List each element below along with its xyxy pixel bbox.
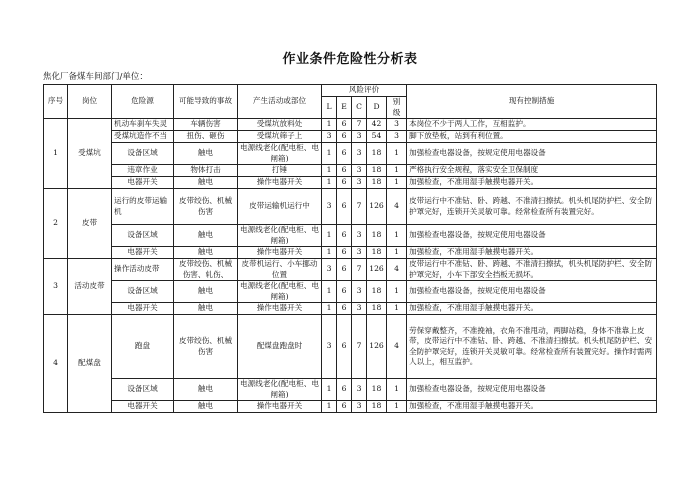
table-row bbox=[44, 379, 657, 401]
measure-cell: 加强检查电器设备，按规定使用电器设备 bbox=[407, 143, 657, 165]
C-cell: 3 bbox=[352, 165, 367, 177]
activity-cell: 配煤盘跑盘时 bbox=[238, 315, 322, 379]
hazard-cell: 运行的皮带运输机 bbox=[112, 189, 174, 225]
accident-cell: 触电 bbox=[174, 177, 238, 189]
header-L: L bbox=[322, 97, 337, 119]
table-row bbox=[44, 401, 657, 413]
C-cell: 3 bbox=[352, 379, 367, 401]
L-cell: 1 bbox=[322, 247, 337, 259]
hazard-cell: 机动车刹车失灵 bbox=[112, 119, 174, 131]
table-row bbox=[44, 303, 657, 315]
activity-cell: 打锤 bbox=[238, 165, 322, 177]
level-cell: 4 bbox=[387, 259, 407, 281]
measure-cell: 加强检查，不准用湿手触摸电器开关。 bbox=[407, 401, 657, 413]
C-cell: 3 bbox=[352, 281, 367, 303]
table-row bbox=[44, 225, 657, 247]
level-cell: 1 bbox=[387, 165, 407, 177]
activity-cell: 受煤坑筛子上 bbox=[238, 131, 322, 143]
D-cell: 18 bbox=[367, 401, 387, 413]
accident-cell: 触电 bbox=[174, 379, 238, 401]
table-row bbox=[44, 165, 657, 177]
D-cell: 18 bbox=[367, 247, 387, 259]
measure-cell: 脚下放垫板，站到有利位置。 bbox=[407, 131, 657, 143]
table-row bbox=[44, 143, 657, 165]
L-cell: 3 bbox=[322, 259, 337, 281]
header-C: C bbox=[352, 97, 367, 119]
D-cell: 126 bbox=[367, 315, 387, 379]
E-cell: 6 bbox=[337, 379, 352, 401]
measure-cell: 加强检查电器设备，按规定使用电器设备 bbox=[407, 225, 657, 247]
level-cell: 3 bbox=[387, 131, 407, 143]
measure-cell: 加强检查，不准用湿手触摸电器开关。 bbox=[407, 303, 657, 315]
activity-cell: 电源线老化(配电柜、电闸箱) bbox=[238, 379, 322, 401]
D-cell: 18 bbox=[367, 165, 387, 177]
hazard-cell: 设备区域 bbox=[112, 281, 174, 303]
measure-cell: 加强检查，不准用湿手触摸电器开关。 bbox=[407, 247, 657, 259]
activity-cell: 电源线老化(配电柜、电闸箱) bbox=[238, 281, 322, 303]
L-cell: 1 bbox=[322, 401, 337, 413]
seq-cell: 4 bbox=[44, 315, 68, 413]
header-level-b: 级 bbox=[392, 107, 401, 117]
measure-cell: 本岗位不少于两人工作，互相监护。 bbox=[407, 119, 657, 131]
measure-cell: 加强检查电器设备，按规定使用电器设备 bbox=[407, 379, 657, 401]
E-cell: 6 bbox=[337, 119, 352, 131]
E-cell: 6 bbox=[337, 165, 352, 177]
accident-cell: 触电 bbox=[174, 401, 238, 413]
seq-cell: 1 bbox=[44, 119, 68, 189]
level-cell: 1 bbox=[387, 177, 407, 189]
level-cell: 1 bbox=[387, 303, 407, 315]
L-cell: 1 bbox=[322, 143, 337, 165]
hazard-cell: 违章作业 bbox=[112, 165, 174, 177]
D-cell: 42 bbox=[367, 119, 387, 131]
activity-cell: 皮带运输机运行中 bbox=[238, 189, 322, 225]
C-cell: 3 bbox=[352, 177, 367, 189]
E-cell: 6 bbox=[337, 143, 352, 165]
C-cell: 3 bbox=[352, 143, 367, 165]
D-cell: 18 bbox=[367, 379, 387, 401]
L-cell: 1 bbox=[322, 281, 337, 303]
hazard-cell: 受煤坑造作不当 bbox=[112, 131, 174, 143]
L-cell: 1 bbox=[322, 119, 337, 131]
accident-cell: 触电 bbox=[174, 247, 238, 259]
hazard-cell: 电器开关 bbox=[112, 247, 174, 259]
table-row bbox=[44, 189, 657, 225]
department-label: 焦化厂备煤车间部门/单位： bbox=[43, 72, 148, 82]
L-cell: 3 bbox=[322, 189, 337, 225]
table-row bbox=[44, 281, 657, 303]
hazard-cell: 操作活动皮带 bbox=[112, 259, 174, 281]
accident-cell: 触电 bbox=[174, 281, 238, 303]
level-cell: 4 bbox=[387, 315, 407, 379]
measure-cell: 加强检查，不准用湿手触摸电器开关。 bbox=[407, 177, 657, 189]
L-cell: 1 bbox=[322, 225, 337, 247]
D-cell: 18 bbox=[367, 303, 387, 315]
D-cell: 18 bbox=[367, 143, 387, 165]
level-cell: 1 bbox=[387, 143, 407, 165]
L-cell: 1 bbox=[322, 177, 337, 189]
C-cell: 3 bbox=[352, 131, 367, 143]
table-row bbox=[44, 131, 657, 143]
level-cell: 1 bbox=[387, 379, 407, 401]
measure-cell: 加强检查电器设备，按规定使用电器设备 bbox=[407, 281, 657, 303]
D-cell: 54 bbox=[367, 131, 387, 143]
D-cell: 18 bbox=[367, 177, 387, 189]
L-cell: 1 bbox=[322, 165, 337, 177]
header-seq: 序号 bbox=[44, 85, 68, 119]
C-cell: 7 bbox=[352, 259, 367, 281]
L-cell: 1 bbox=[322, 303, 337, 315]
header-measures: 现有控制措施 bbox=[407, 85, 657, 119]
table-body bbox=[44, 119, 657, 413]
E-cell: 6 bbox=[337, 247, 352, 259]
E-cell: 6 bbox=[337, 259, 352, 281]
header-D: D bbox=[367, 97, 387, 119]
activity-cell: 皮带机运行、小车挪动位置 bbox=[238, 259, 322, 281]
L-cell: 3 bbox=[322, 315, 337, 379]
measure-cell: 皮带运行中不准钻、卧、跨越、不准清扫擦拭。机头机尾防护栏、安全防护罩完好，连锁开关灵敏可靠。经常检查所有装置完好。 bbox=[407, 189, 657, 225]
E-cell: 6 bbox=[337, 315, 352, 379]
D-cell: 18 bbox=[367, 281, 387, 303]
accident-cell: 扭伤、砸伤 bbox=[174, 131, 238, 143]
C-cell: 3 bbox=[352, 225, 367, 247]
C-cell: 3 bbox=[352, 401, 367, 413]
measure-cell: 皮带运行中不准钻、卧、跨越、不准清扫擦拭，机头机尾防护栏、安全防护罩完好，小车下部安全挡板无损坏。 bbox=[407, 259, 657, 281]
accident-cell: 车辆伤害 bbox=[174, 119, 238, 131]
hazard-cell: 电器开关 bbox=[112, 401, 174, 413]
C-cell: 7 bbox=[352, 189, 367, 225]
E-cell: 6 bbox=[337, 281, 352, 303]
header-level bbox=[387, 97, 407, 119]
seq-cell: 2 bbox=[44, 189, 68, 259]
accident-cell: 物体打击 bbox=[174, 165, 238, 177]
page-title: 作业条件危险性分析表 bbox=[282, 52, 418, 67]
C-cell: 3 bbox=[352, 247, 367, 259]
table-row bbox=[44, 259, 657, 281]
accident-cell: 皮带绞伤、机械伤害 bbox=[174, 315, 238, 379]
E-cell: 6 bbox=[337, 189, 352, 225]
L-cell: 1 bbox=[322, 379, 337, 401]
level-cell: 1 bbox=[387, 225, 407, 247]
post-cell: 受煤坑 bbox=[68, 119, 112, 189]
activity-cell: 操作电器开关 bbox=[238, 401, 322, 413]
hazard-cell: 电器开关 bbox=[112, 177, 174, 189]
E-cell: 6 bbox=[337, 401, 352, 413]
C-cell: 7 bbox=[352, 315, 367, 379]
header-risk: 风险评价 bbox=[322, 85, 407, 97]
E-cell: 6 bbox=[337, 303, 352, 315]
hazard-cell: 电器开关 bbox=[112, 303, 174, 315]
table-row bbox=[44, 315, 657, 379]
header-hazard: 危险源 bbox=[112, 85, 174, 119]
E-cell: 6 bbox=[337, 177, 352, 189]
accident-cell: 触电 bbox=[174, 303, 238, 315]
post-cell: 皮带 bbox=[68, 189, 112, 259]
header-activity: 产生活动或部位 bbox=[238, 85, 322, 119]
E-cell: 6 bbox=[337, 131, 352, 143]
D-cell: 126 bbox=[367, 189, 387, 225]
level-cell: 1 bbox=[387, 281, 407, 303]
header-row-1 bbox=[44, 85, 657, 97]
level-cell: 3 bbox=[387, 119, 407, 131]
measure-cell: 劳保穿戴整齐，不准挽袖，衣角不准甩动，两脚站稳，身体不准靠上皮带，皮带运行中不准钻、卧、跨越、不准清扫擦拭。机头机尾防护栏、安全防护罩完好，连锁开关灵敏可靠。经常检查所有装置完好。操作时需两人以上，相互监护。 bbox=[407, 315, 657, 379]
activity-cell: 操作电器开关 bbox=[238, 177, 322, 189]
E-cell: 6 bbox=[337, 225, 352, 247]
level-cell: 1 bbox=[387, 401, 407, 413]
C-cell: 3 bbox=[352, 303, 367, 315]
L-cell: 3 bbox=[322, 131, 337, 143]
accident-cell: 触电 bbox=[174, 225, 238, 247]
activity-cell: 受煤坑放料处 bbox=[238, 119, 322, 131]
D-cell: 126 bbox=[367, 259, 387, 281]
measure-cell: 严格执行安全规程，落实安全卫保制度 bbox=[407, 165, 657, 177]
header-level-a: 别 bbox=[392, 97, 401, 106]
post-cell: 配煤盘 bbox=[68, 315, 112, 413]
hazard-cell: 设备区域 bbox=[112, 379, 174, 401]
accident-cell: 皮带绞伤、机械伤害、轧伤、 bbox=[174, 259, 238, 281]
accident-cell: 皮带绞伤、机械伤害 bbox=[174, 189, 238, 225]
hazard-cell: 跑盘 bbox=[112, 315, 174, 379]
D-cell: 18 bbox=[367, 225, 387, 247]
activity-cell: 操作电器开关 bbox=[238, 303, 322, 315]
post-cell: 活动皮带 bbox=[68, 259, 112, 315]
activity-cell: 操作电器开关 bbox=[238, 247, 322, 259]
risk-analysis-table bbox=[43, 84, 657, 413]
seq-cell: 3 bbox=[44, 259, 68, 315]
C-cell: 7 bbox=[352, 119, 367, 131]
table-row bbox=[44, 177, 657, 189]
table-row bbox=[44, 119, 657, 131]
level-cell: 1 bbox=[387, 247, 407, 259]
activity-cell: 电源线老化(配电柜、电闸箱) bbox=[238, 225, 322, 247]
header-E: E bbox=[337, 97, 352, 119]
activity-cell: 电源线老化(配电柜、电闸箱) bbox=[238, 143, 322, 165]
header-post: 岗位 bbox=[68, 85, 112, 119]
hazard-cell: 设备区域 bbox=[112, 225, 174, 247]
table-row bbox=[44, 247, 657, 259]
accident-cell: 触电 bbox=[174, 143, 238, 165]
hazard-cell: 设备区域 bbox=[112, 143, 174, 165]
level-cell: 4 bbox=[387, 189, 407, 225]
header-accident: 可能导致的事故 bbox=[174, 85, 238, 119]
